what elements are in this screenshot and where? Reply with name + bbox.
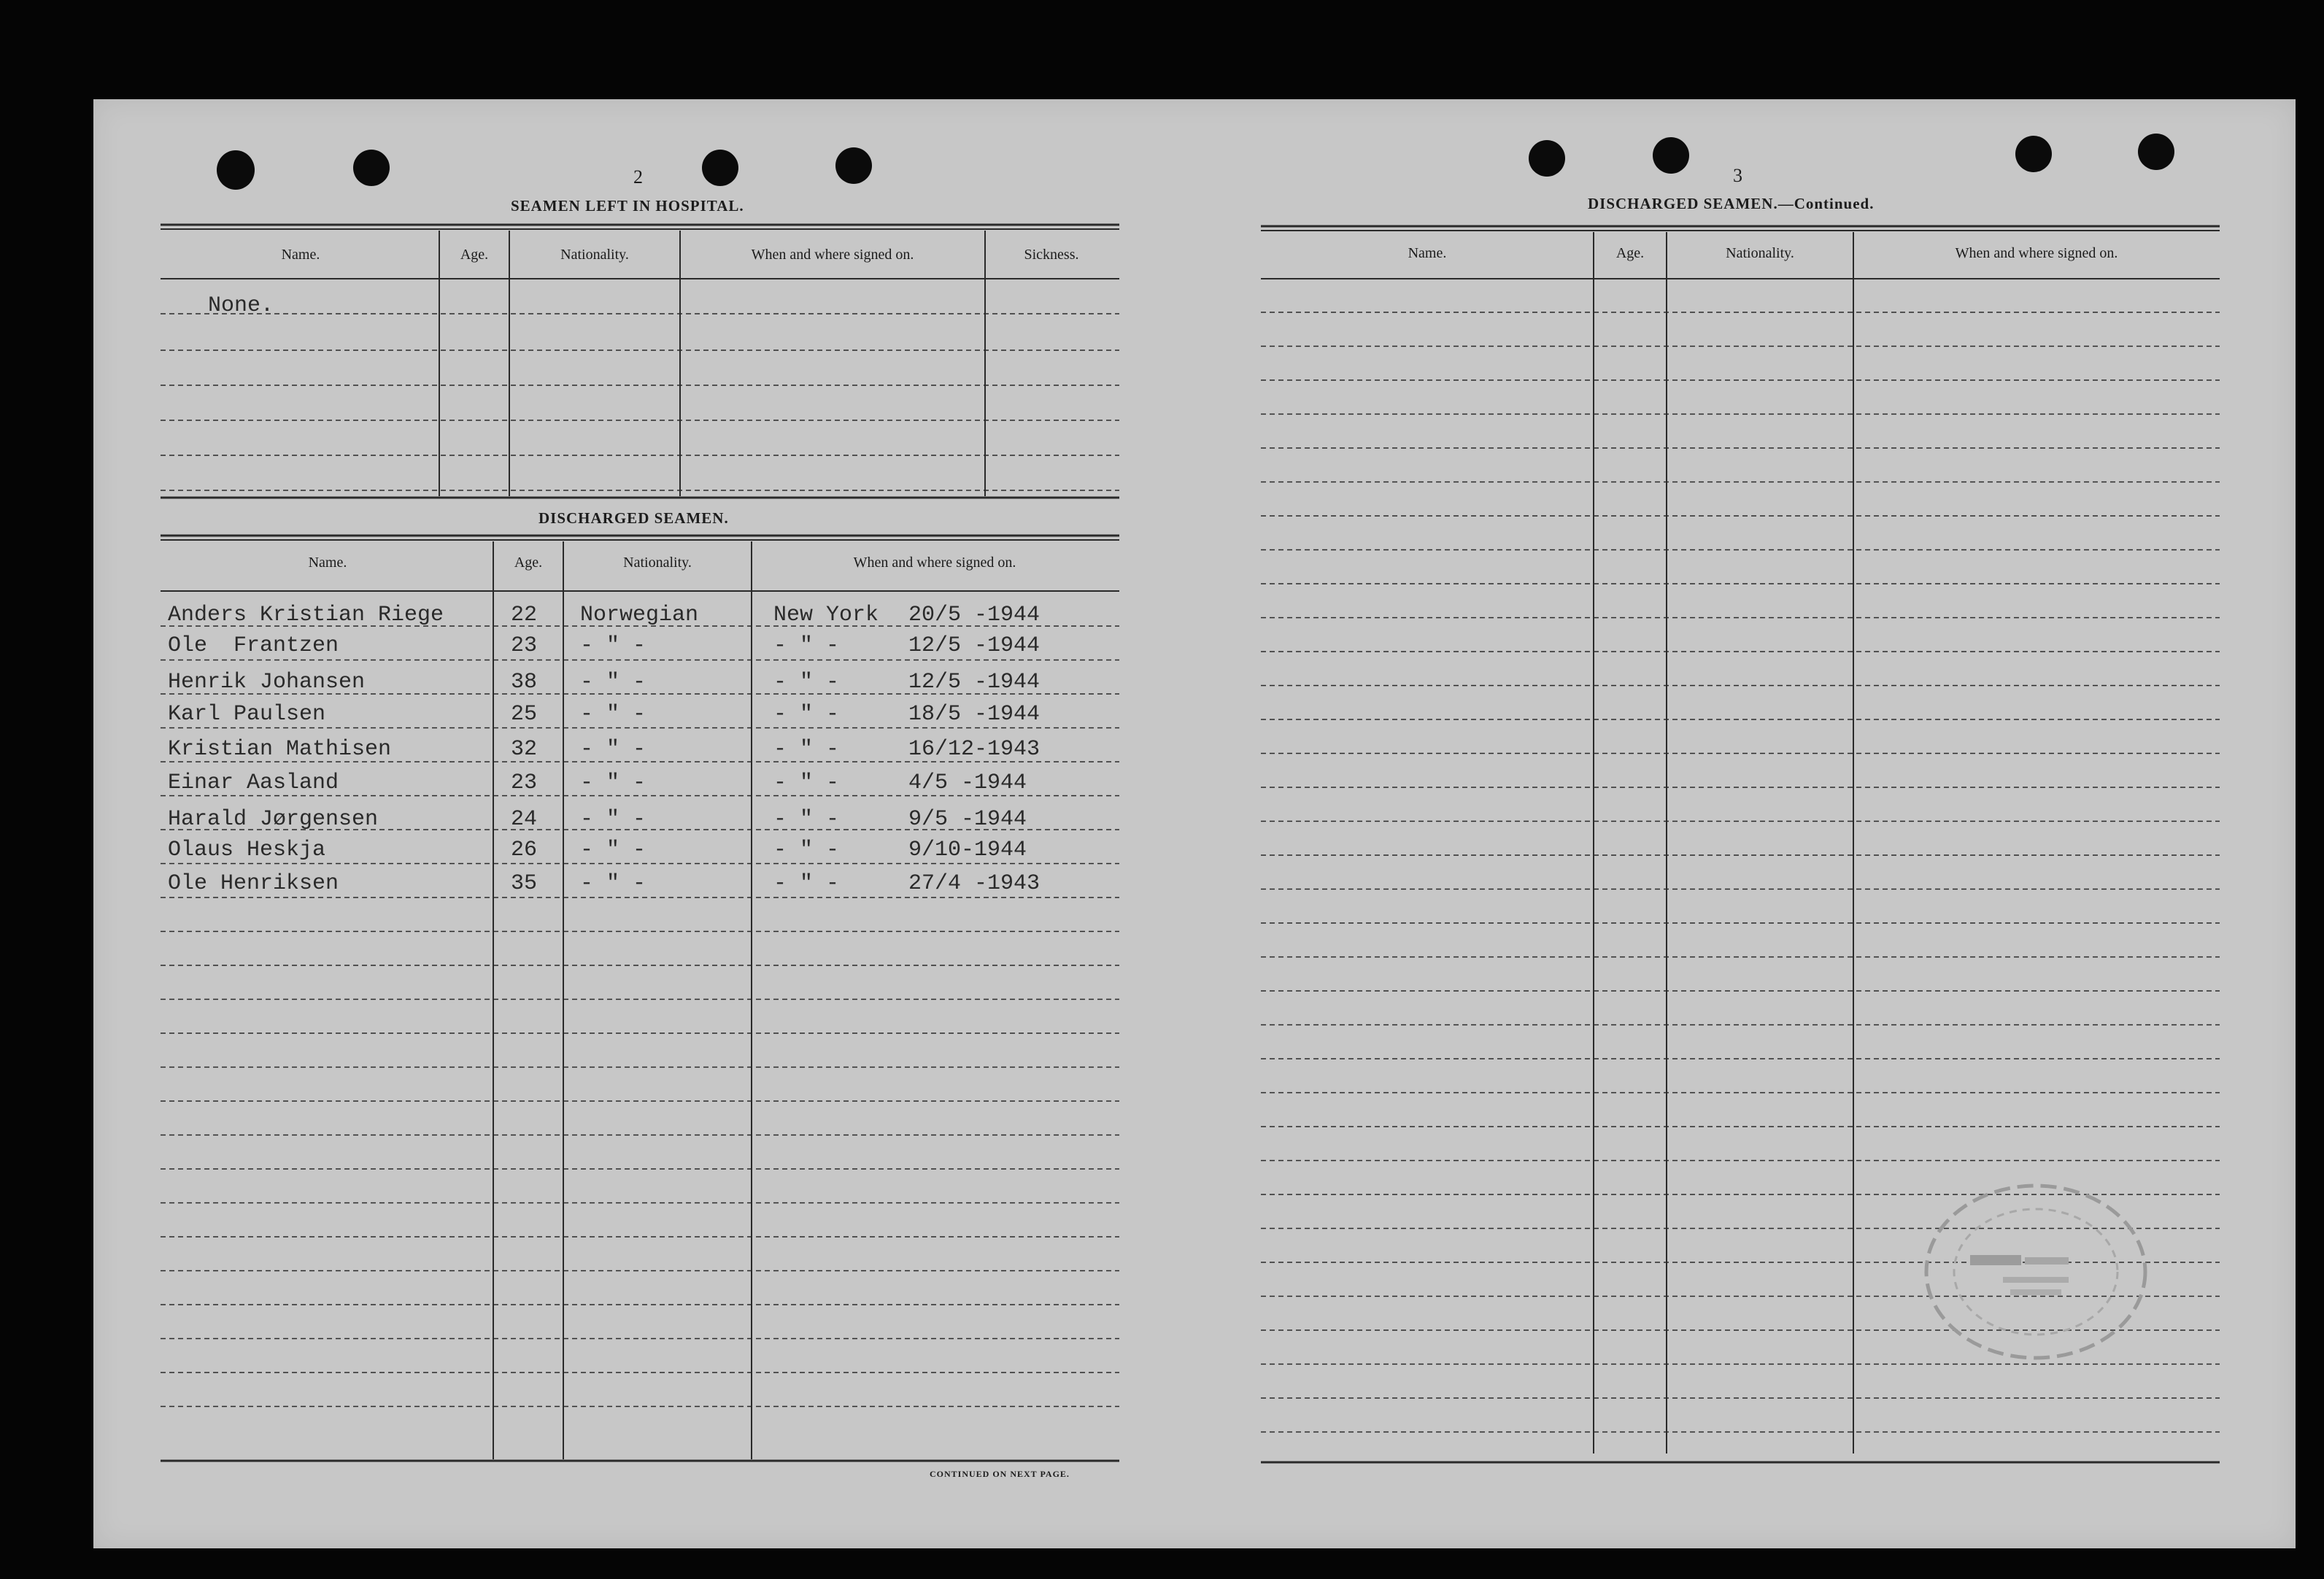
crew-signed-on-place: - " - — [773, 771, 840, 795]
crew-nationality: - " - — [580, 702, 646, 727]
right-header-age: Age. — [1615, 245, 1645, 261]
crew-name: Ole Frantzen — [168, 633, 339, 658]
crew-signed-on-place: - " - — [773, 702, 840, 727]
crew-name: Harald Jørgensen — [168, 807, 379, 832]
crew-age: 38 — [511, 670, 538, 695]
hospital-header-sickness: Sickness. — [1024, 247, 1079, 263]
crew-signed-on-date: 16/12-1943 — [908, 737, 1041, 762]
crew-nationality: - " - — [580, 737, 646, 762]
discharged-header-nationality: Nationality. — [623, 555, 692, 571]
crew-age: 22 — [511, 603, 538, 628]
crew-signed-on-place: New York — [773, 603, 879, 628]
crew-signed-on-date: 9/10-1944 — [908, 838, 1027, 862]
crew-nationality: - " - — [580, 771, 646, 795]
right-header-nationality: Nationality. — [1726, 245, 1794, 261]
page-number-left: 2 — [633, 166, 643, 188]
discharged-section-title: DISCHARGED SEAMEN. — [538, 509, 729, 527]
right-section-title: DISCHARGED SEAMEN.—Continued. — [1588, 195, 1875, 212]
crew-nationality: - " - — [580, 670, 646, 695]
crew-name: Kristian Mathisen — [168, 737, 392, 762]
hospital-header-nationality: Nationality. — [560, 247, 629, 263]
discharged-header-age: Age. — [514, 555, 543, 571]
right-header-name: Name. — [1408, 245, 1447, 261]
crew-name: Henrik Johansen — [168, 670, 366, 695]
hospital-header-signed-on: When and where signed on. — [751, 247, 914, 263]
crew-age: 25 — [511, 702, 538, 727]
crew-nationality: - " - — [580, 807, 646, 832]
crew-age: 23 — [511, 771, 538, 795]
crew-signed-on-place: - " - — [773, 807, 840, 832]
discharged-header-signed-on: When and where signed on. — [853, 555, 1016, 571]
crew-nationality: - " - — [580, 871, 646, 896]
crew-signed-on-date: 20/5 -1944 — [908, 603, 1041, 628]
crew-nationality: - " - — [580, 838, 646, 862]
crew-age: 26 — [511, 838, 538, 862]
hospital-header-age: Age. — [460, 247, 489, 263]
hospital-section-title: SEAMEN LEFT IN HOSPITAL. — [511, 197, 744, 215]
crew-age: 24 — [511, 807, 538, 832]
crew-signed-on-date: 18/5 -1944 — [908, 702, 1041, 727]
crew-name: Karl Paulsen — [168, 702, 326, 727]
discharged-header-name: Name. — [308, 555, 347, 571]
crew-name: Einar Aasland — [168, 771, 339, 795]
crew-age: 32 — [511, 737, 538, 762]
continued-note: CONTINUED ON NEXT PAGE. — [930, 1469, 1070, 1479]
faint-circular-stamp — [1915, 1178, 2156, 1364]
crew-signed-on-place: - " - — [773, 737, 840, 762]
right-header-signed-on: When and where signed on. — [1955, 245, 2118, 261]
crew-signed-on-place: - " - — [773, 670, 840, 695]
crew-signed-on-date: 27/4 -1943 — [908, 871, 1041, 896]
crew-signed-on-place: - " - — [773, 838, 840, 862]
crew-name: Anders Kristian Riege — [168, 603, 444, 628]
crew-signed-on-date: 12/5 -1944 — [908, 633, 1041, 658]
crew-nationality: Norwegian — [580, 603, 699, 628]
crew-name: Olaus Heskja — [168, 838, 326, 862]
crew-signed-on-date: 4/5 -1944 — [908, 771, 1027, 795]
hospital-entry: None. — [208, 293, 274, 318]
crew-signed-on-place: - " - — [773, 633, 840, 658]
page-number-right: 3 — [1733, 165, 1742, 186]
hospital-header-name: Name. — [281, 247, 320, 263]
crew-name: Ole Henriksen — [168, 871, 339, 896]
crew-age: 23 — [511, 633, 538, 658]
crew-signed-on-place: - " - — [773, 871, 840, 896]
crew-signed-on-date: 9/5 -1944 — [908, 807, 1027, 832]
crew-nationality: - " - — [580, 633, 646, 658]
crew-age: 35 — [511, 871, 538, 896]
crew-signed-on-date: 12/5 -1944 — [908, 670, 1041, 695]
